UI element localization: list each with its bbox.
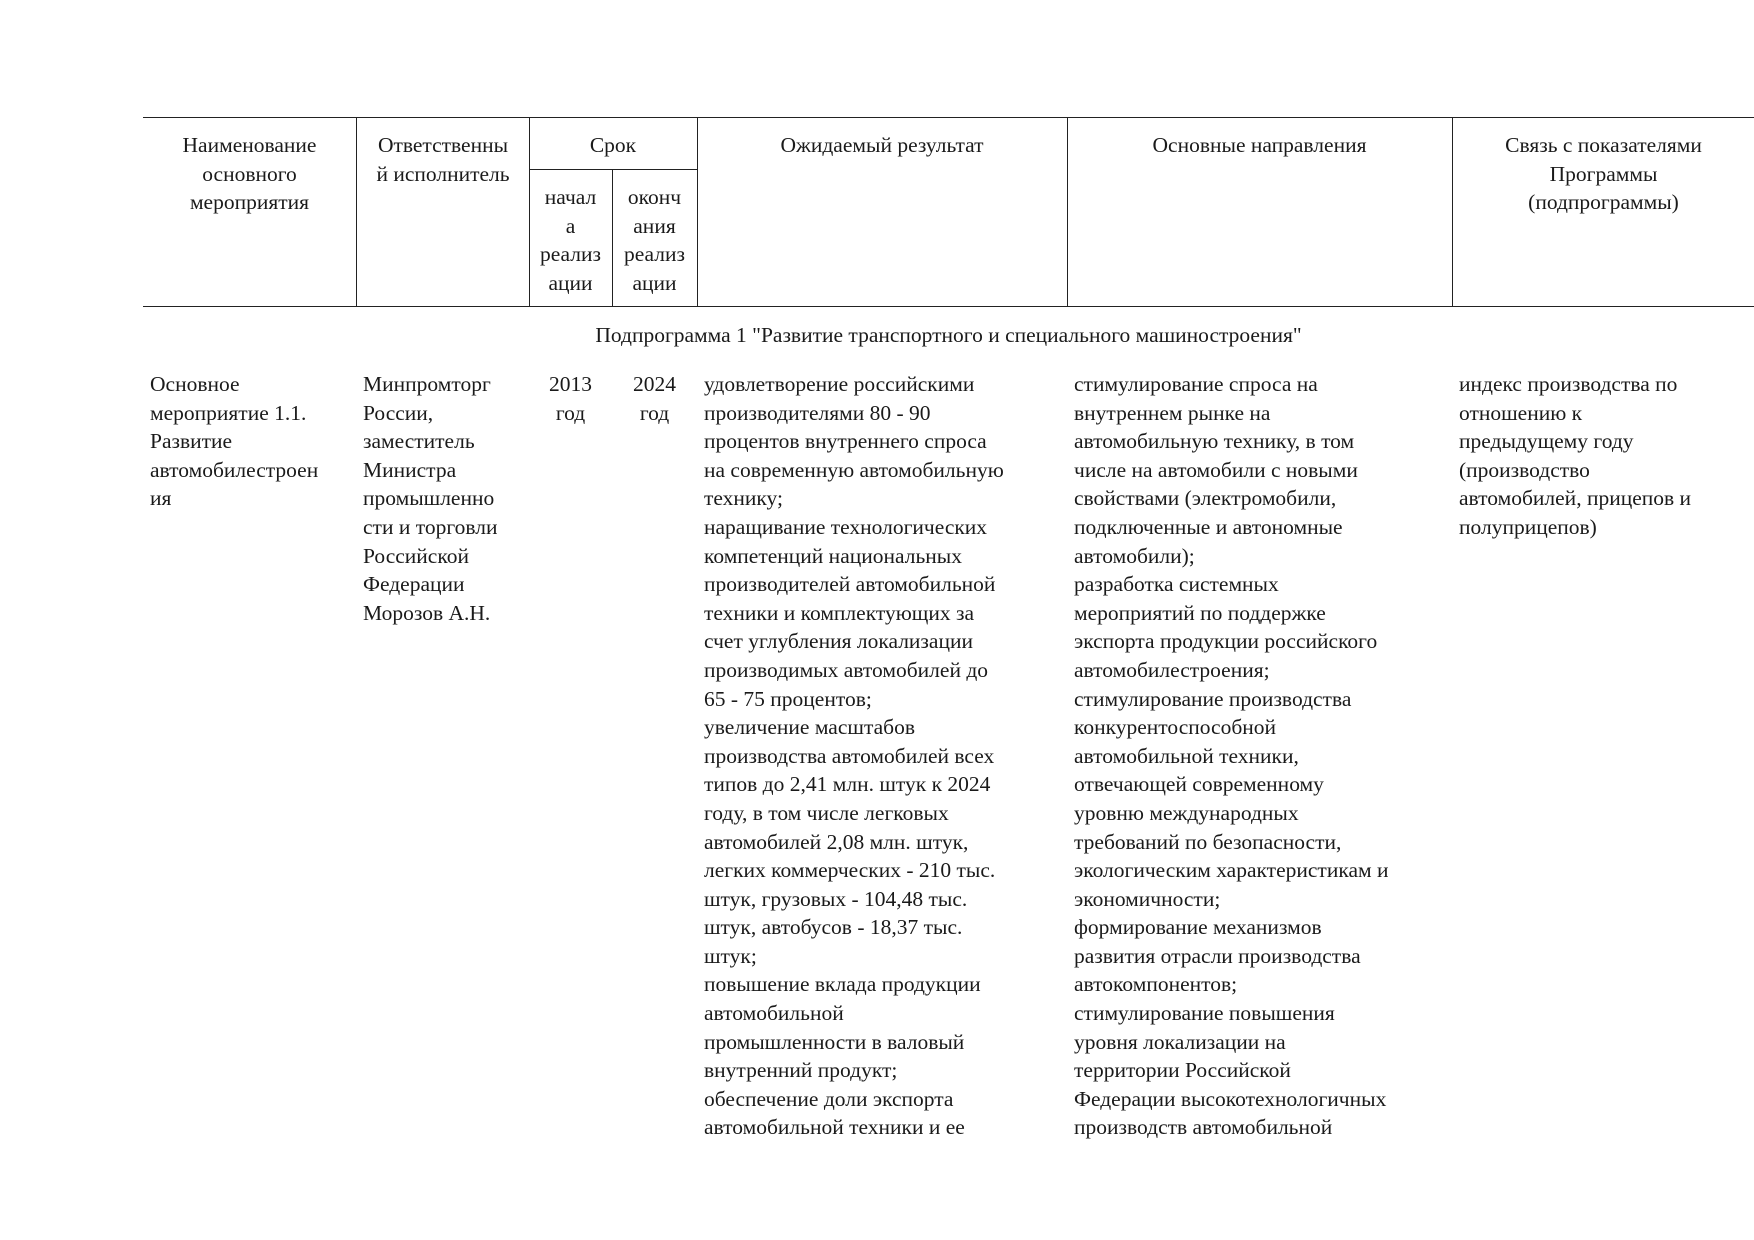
header-directions: Основные направления	[1152, 133, 1367, 157]
subprogram-title: Подпрограмма 1 "Развитие транспортного и специального машиностроения"	[595, 323, 1302, 347]
header-bottom-border	[143, 306, 1754, 307]
header-indicators: Связь с показателями Программы (подпрограммы)	[1505, 133, 1702, 215]
row-end: 2024 год	[633, 372, 676, 425]
row-responsible: Минпромторг России, заместитель Министра промышленно сти и торговли Российской Федерации Морозов А.Н.	[363, 372, 498, 625]
column-divider	[356, 117, 357, 307]
row-indicators: индекс производства по отношению к предыдущему году (производство автомобилей, прицепов и полуприцепов)	[1459, 372, 1692, 539]
row-result: удовлетворение российскими производителями 80 - 90 процентов внутреннего спроса на современную автомобильную технику; наращивание технологических компетенций национальных производителей автомобильной техники и комплектующих за счет углубления локализации производимых автомобилей до 65 - 75 процентов; увеличение масштабов производства автомобилей всех типов до 2,41 млн. штук к 2024 году, в том числе легковых автомобилей 2,08 млн. штук, легких коммерческих - 210 тыс. штук, грузовых - 104,48 тыс. штук, автобусов - 18,37 тыс. штук; повышение вклада продукции автомобильной промышленности в валовый внутренний продукт; обеспечение доли экспорта автомобильной техники и ее	[704, 372, 1004, 1140]
header-name: Наименование основного мероприятия	[182, 133, 317, 215]
row-directions: стимулирование спроса на внутреннем рынке на автомобильную технику, в том числе на автомобили с новыми свойствами (электромобили, подключенные и автономные автомобили); разработка системных мероприятий по поддержке экспорта продукции российского автомобилестроения; стимулирование производства конкурентоспособной автомобильной техники, отвечающей современному уровню международных требований по безопасности, экологическим характеристикам и экономичности; формирование механизмов развития отрасли производства автокомпонентов; стимулирование повышения уровня локализации на территории Российской Федерации высокотехнологичных производств автомобильной	[1074, 372, 1389, 1140]
row-start: 2013 год	[549, 372, 592, 425]
term-subheader-border	[529, 169, 697, 170]
header-end: оконч ания реализ ации	[623, 185, 685, 295]
header-result: Ожидаемый результат	[780, 133, 984, 157]
header-term: Срок	[589, 133, 637, 157]
header-start: начал а реализ ации	[539, 185, 601, 295]
table-top-border	[143, 117, 1754, 118]
row-name: Основное мероприятие 1.1. Развитие автомобилестроен ия	[150, 372, 319, 511]
header-responsible: Ответственны й исполнитель	[376, 133, 510, 186]
